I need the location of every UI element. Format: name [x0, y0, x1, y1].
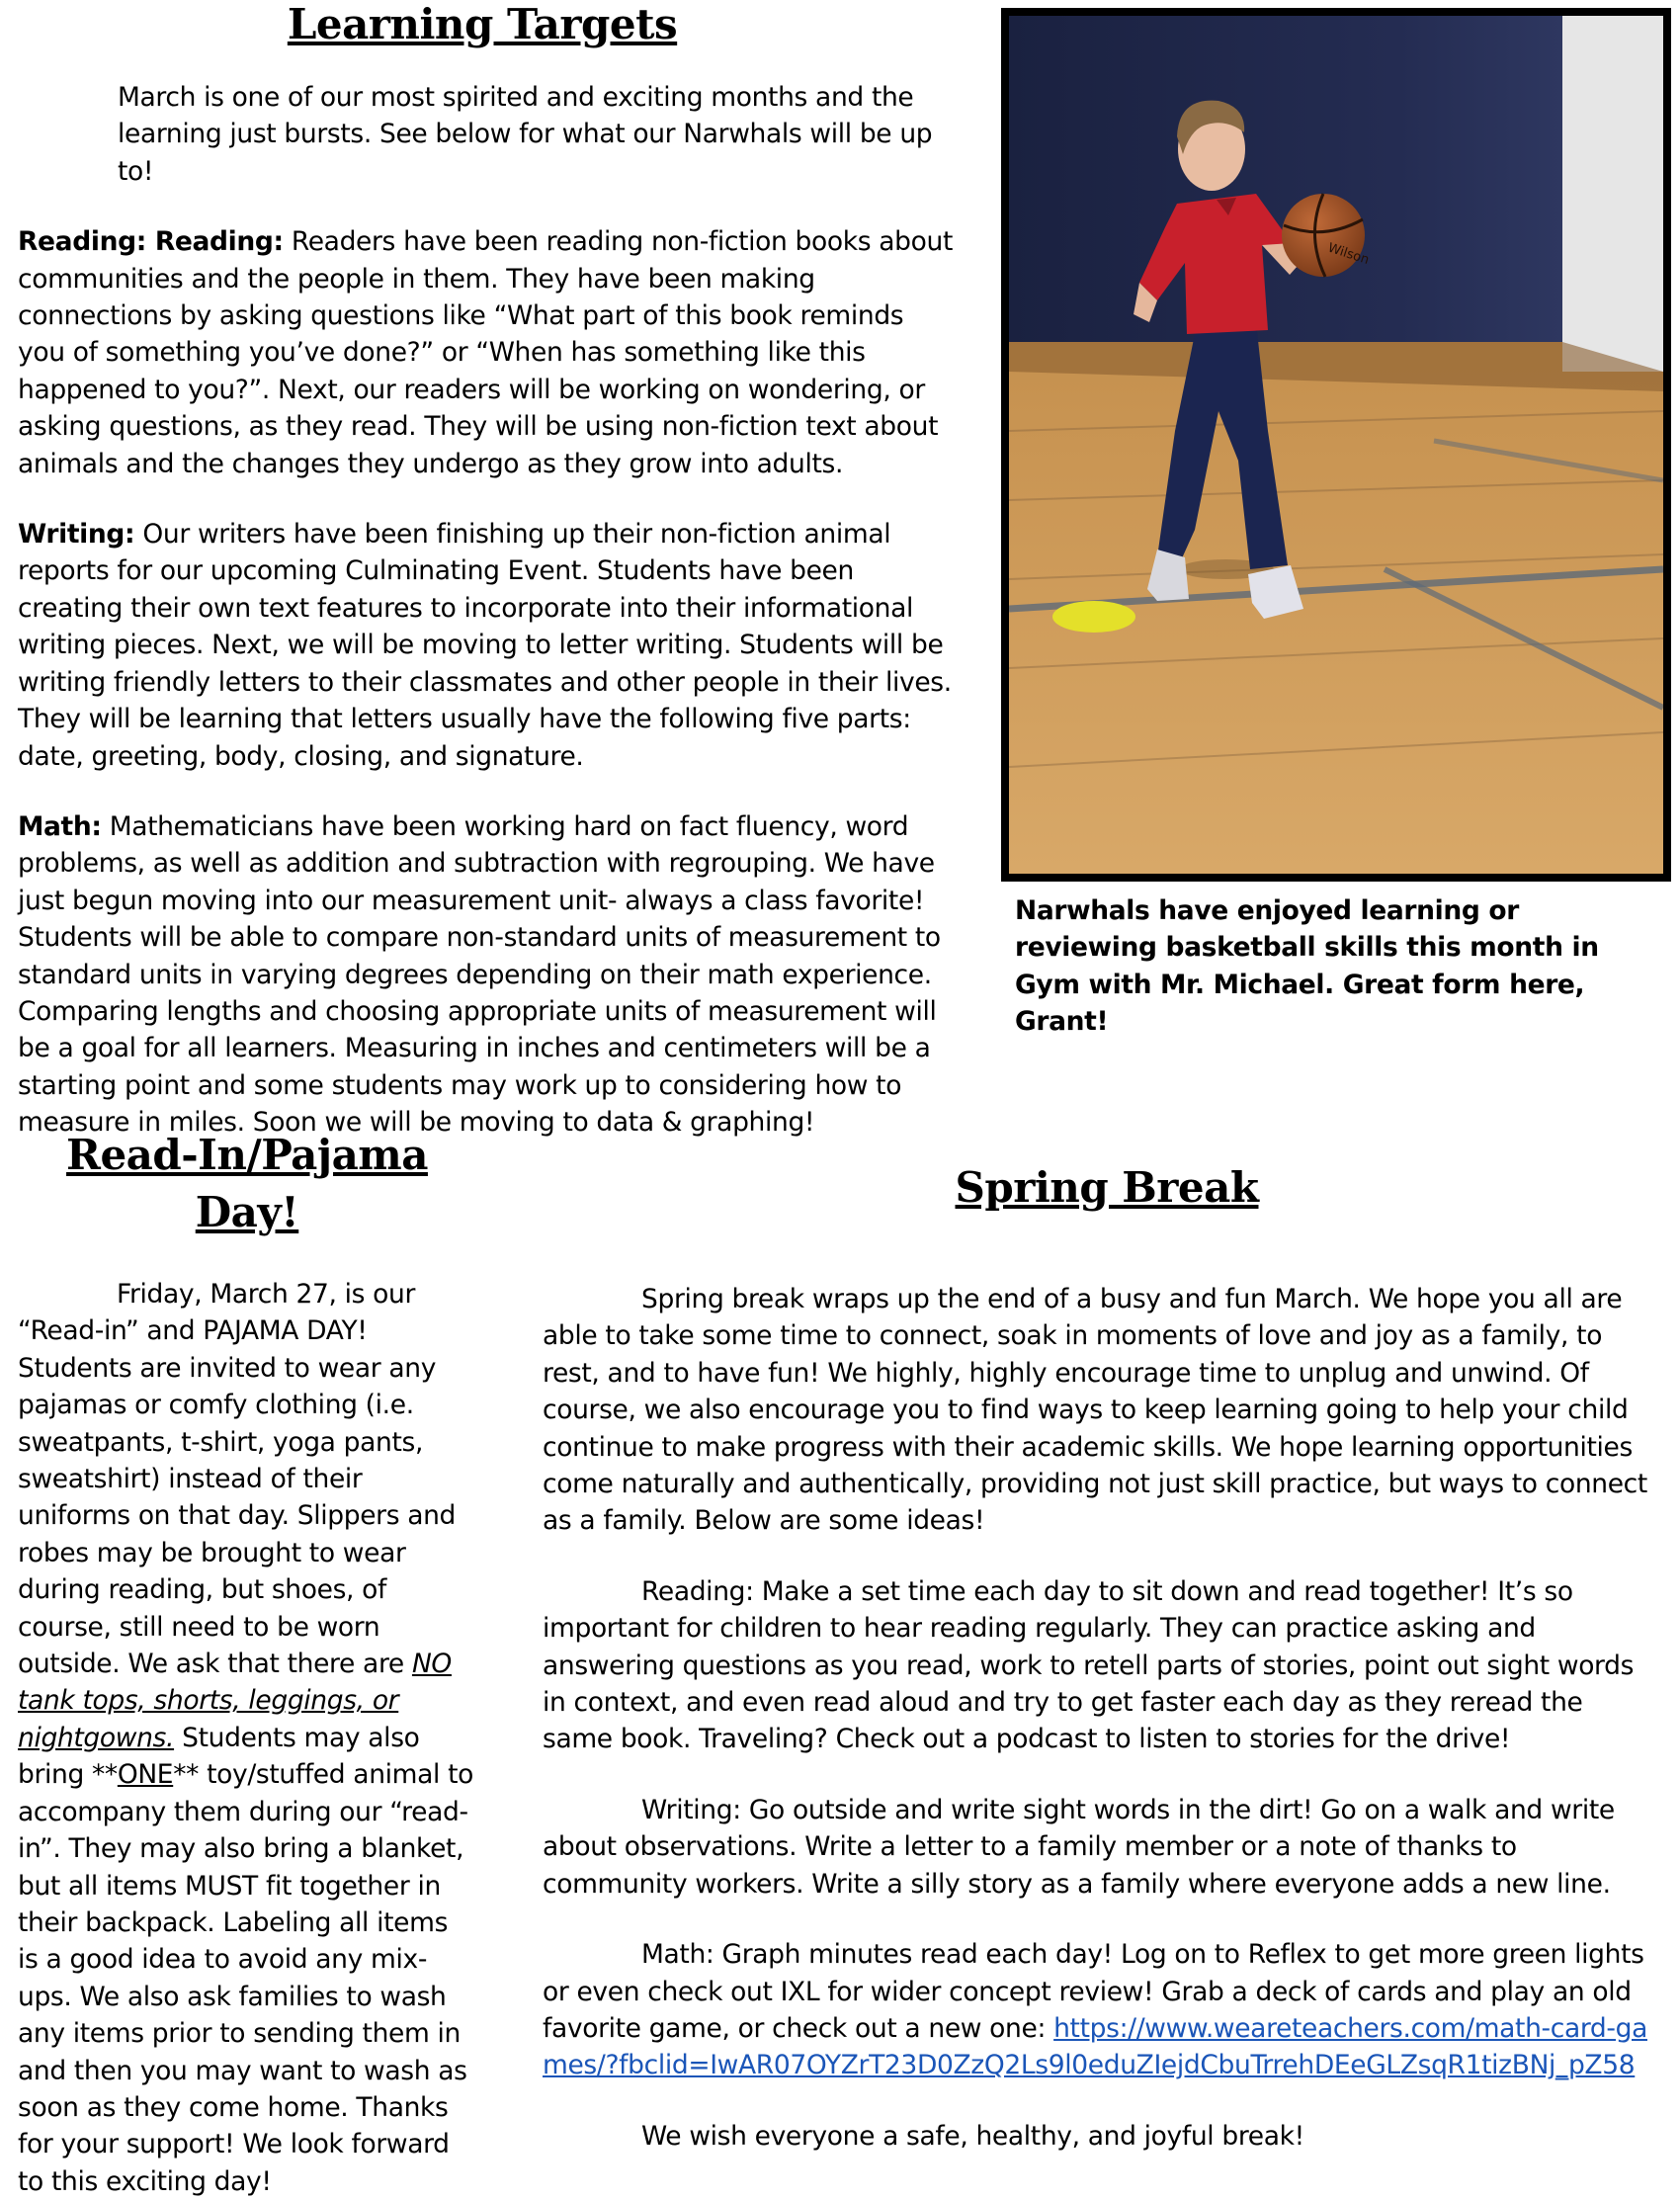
writing-paragraph: [18, 516, 953, 775]
writing-text: Our writers have been finishing up their non-fiction animal reports for our upcoming Culminating Event. Students have been creating their own text features to incorporate into their informational writing pieces. Next, we will be moving to letter writing. Students will be writing friendly letters to their classmates and other people in their lives. They will be learning that letters usually have the following five parts: date, greeting, body, closing, and signature.: [18, 519, 952, 772]
learning-targets-body: [18, 79, 953, 1142]
math-text: Mathematicians have been working hard on fact fluency, word problems, as well as addition and subtraction with regrouping. We have just begun moving into our measurement unit- always a class favorite! Students will be able to compare non-standard units of measurement to standard units in varying degrees depending on their math experience. Comparing lengths and choosing appropriate units of measurement will be a goal for all learners. Measuring in inches and centimeters will be a starting point and some students may work up to considering how to measure in miles. Soon we will be moving to data & graphing!: [18, 810, 941, 1139]
basketball-photo: [1001, 8, 1671, 882]
basketball-photo-image: [1009, 16, 1663, 874]
spring-break-intro: Spring break wraps up the end of a busy and fun March. We hope you all are able to take some time to connect, soak in moments of love and joy as a family, to rest, and to have fun! We highly, highly encourage time to unplug and unwind. Of course, we also encourage you to find ways to keep learning going to help your child continue to make progress with their academic skills. We hope learning opportunities come naturally and authentically, providing not just skill practice, but ways to connect as a family. Below are some ideas!: [543, 1284, 1647, 1537]
math-label: Math:: [18, 810, 102, 842]
learning-targets-title: Learning Targets: [287, 0, 678, 48]
reading-paragraph: [18, 223, 953, 482]
read-in-emphasis: NO tank tops, shorts, leggings, or nightgowns.: [18, 1649, 452, 1753]
spring-break-body: [543, 1281, 1659, 2155]
read-in-body: [18, 1276, 474, 2200]
read-in-title-line1: Read-In/Pajama: [66, 1131, 428, 1179]
photo-caption: Narwhals have enjoyed learning or reviewing basketball skills this month in Gym with Mr. Michael. Great form here, Grant!: [1015, 895, 1599, 1038]
read-in-text-3: ** toy/stuffed animal to accompany them during our “read-in”. They may also bring a blanket, but all items MUST fit together in their backpack. Labeling all items is a good idea to avoid any mix-ups. We also ask families to wash any items prior to sending them in and then you may want to wash as soon as they come home. Thanks for your support! We look forward to this exciting day!: [18, 1759, 473, 2197]
spring-break-closing: We wish everyone a safe, healthy, and joyful break!: [641, 2120, 1304, 2152]
intro-paragraph: March is one of our most spirited and exciting months and the learning just bursts. See below for what our Narwhals will be up to!: [118, 82, 933, 187]
reading-text: Readers have been reading non-fiction books about communities and the people in them. They have been making connections by asking questions like “What part of this book reminds you of something you’ve done?” or “When has something like this happened to you?”. Next, our readers will be working on wondering, or asking questions, as they read. They will be using non-fiction text about animals and the changes they undergo as they grow into adults.: [18, 226, 953, 479]
ball-brand-text: Wilson: [1325, 240, 1372, 269]
read-in-one: ONE: [117, 1759, 174, 1791]
math-paragraph: [18, 808, 953, 1142]
math-card-games-link[interactable]: https://www.weareteachers.com/math-card-games/?fbclid=IwAR07OYZrT23D0ZzQ2Ls9l0eduZIejdCbuTrrehDEeGLZsqR1tizBNj_pZ58: [543, 2012, 1647, 2081]
read-in-title: [20, 1127, 474, 1241]
spring-break-writing: Writing: Go outside and write sight words in the dirt! Go on a walk and write about observations. Write a letter to a family member or a note of thanks to community workers. Write a silly story as a family where everyone adds a new line.: [543, 1794, 1615, 1900]
spring-break-math-text: Math: Graph minutes read each day! Log on to Reflex to get more green lights or even check out IXL for wider concept review! Grab a deck of cards and play an old favorite game, or check out a new one:: [543, 1939, 1644, 2044]
spring-break-reading: Reading: Make a set time each day to sit down and read together! It’s so important for children to hear reading regularly. They can practice asking and answering questions as you read, work to retell parts of stories, point out sight words in context, and even read aloud and try to get faster each day as they reread the same book. Traveling? Check out a podcast to listen to stories for the drive!: [543, 1575, 1635, 1755]
read-in-text-2: Students may also bring **: [18, 1722, 420, 1791]
reading-label: Reading: Reading:: [18, 226, 284, 258]
read-in-paragraph: [18, 1276, 474, 2200]
writing-label: Writing:: [18, 519, 135, 550]
spring-break-title: Spring Break: [955, 1163, 1259, 1212]
spring-break-math: [543, 1936, 1659, 2084]
read-in-title-line2: Day!: [195, 1188, 299, 1236]
read-in-text-1: Friday, March 27, is our “Read-in” and PAJAMA DAY! Students are invited to wear any pajamas or comfy clothing (i.e. sweatpants, t-shirt, yoga pants, sweatshirt) instead of their uniforms on that day. Slippers and robes may be brought to wear during reading, but shoes, of course, still need to be worn outside. We ask that there are: [18, 1279, 457, 1680]
